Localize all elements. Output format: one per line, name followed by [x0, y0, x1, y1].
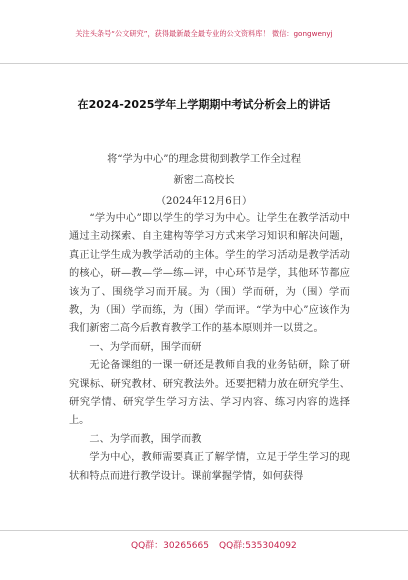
document-title: 在2024-2025学年上学期期中考试分析会上的讲话 [77, 98, 331, 111]
body-paragraph: 学为中心，教师需要真正了解学情，立足于学生学习的现状和特点而进行教学设计。课前掌握学情，如何获得 [69, 452, 350, 482]
speaker-line: 新密二高校长 [173, 175, 235, 186]
promo-banner-text: 关注头条号“公文研究”，获得最新最全最专业的公文资料库！ 微信：gongwenyj [75, 29, 333, 38]
speech-date: （2024年12月6日） [155, 196, 253, 207]
footer-bar [0, 530, 408, 580]
section-heading: 一、为学而研，围学而研 [89, 341, 202, 353]
qq-group-2: QQ群:535304092 [219, 541, 297, 551]
top-banner-bar [0, 0, 408, 64]
body-paragraph: 无论备课组的一课一研还是教师自我的业务钻研，除了研究课标、研究教材、研究教法外。还要把精力放在研究学生、研究学情、研究学生学习方法、学习内容、练习内容的选择上。 [69, 360, 350, 427]
section-heading: 二、为学而教，围学而教 [89, 433, 202, 445]
document-body [69, 210, 350, 486]
body-paragraph: “学为中心”即以学生的学习为中心。让学生在教学活动中通过主动探索、自主建构等学习方式来学习知识和解决问题，真正让学生成为教学活动的主体。学生的学习活动是教学活动的核心，研—教—学—练—评，中心环节是学，其他环节都应该为了、围绕学习而开展。为（围）学而研，为（围）学而教，为（围）学而练，为（围）学而评。“学为中心”应该作为我们新密二高今后教育教学工作的基本原则并一以贯之。 [69, 213, 350, 335]
qq-group-1: QQ群：30265665 [131, 541, 209, 551]
speech-subtitle: 将“学为中心”的理念贯彻到教学工作全过程 [107, 154, 301, 165]
